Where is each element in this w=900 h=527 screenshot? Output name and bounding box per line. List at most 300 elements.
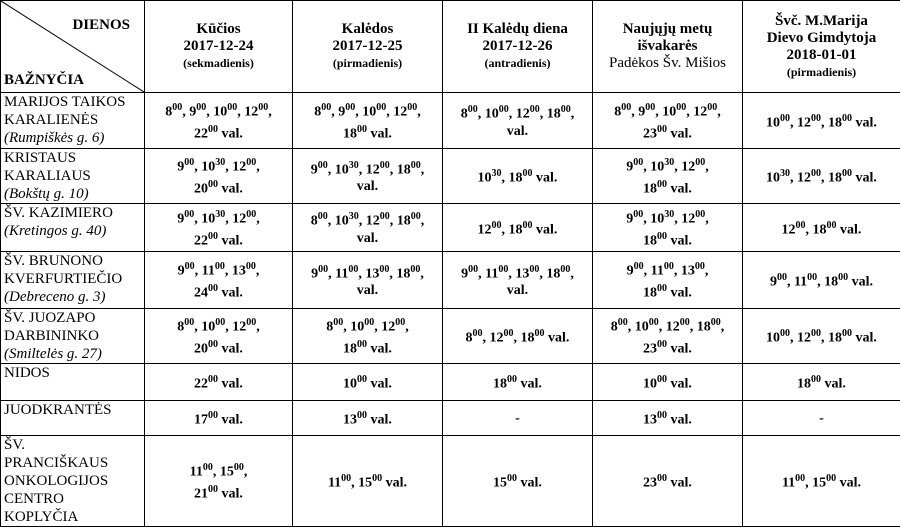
- mass-time-minutes: 00: [208, 124, 218, 135]
- val-suffix: val.: [507, 283, 528, 298]
- column-date: išvakarės: [638, 38, 698, 54]
- mass-time-hour: 10: [343, 377, 357, 392]
- mass-time-hour: 22: [194, 377, 208, 392]
- val-suffix: val.: [856, 115, 877, 130]
- mass-time-line: [148, 121, 289, 143]
- mass-time-minutes: 00: [618, 317, 628, 328]
- mass-time-minutes: 00: [357, 124, 367, 135]
- mass-time-minutes: 30: [492, 168, 502, 179]
- table-row: [1, 401, 900, 436]
- mass-time-minutes: 00: [227, 102, 237, 113]
- mass-time-hour: 8: [461, 107, 468, 122]
- mass-times-cell: [593, 309, 743, 364]
- mass-time-minutes: 00: [695, 261, 705, 272]
- mass-time-minutes: 00: [348, 264, 358, 275]
- no-mass-dash: -: [446, 410, 589, 427]
- column-header-svc-m-marija: [743, 1, 900, 93]
- mass-time-hour: 12: [693, 105, 707, 120]
- val-suffix: val.: [222, 413, 243, 428]
- mass-time-minutes: 00: [357, 410, 367, 421]
- mass-time-minutes: 00: [561, 104, 571, 115]
- mass-time-hour: 18: [396, 266, 410, 281]
- mass-times-cell: [145, 401, 293, 436]
- mass-times-cell: [443, 149, 593, 204]
- mass-time-hour: 18: [521, 331, 535, 346]
- mass-times-cell: [293, 401, 443, 436]
- mass-time-minutes: 00: [203, 462, 213, 473]
- mass-time-minutes: 00: [523, 220, 533, 231]
- mass-time-hour: 11: [190, 465, 203, 480]
- church-name: KARALIAUS: [4, 168, 91, 184]
- val-suffix: val.: [222, 182, 243, 197]
- mass-time-line: $11^{00}$, $15^{00}$ val.: [746, 470, 897, 492]
- mass-time-hour: 22: [194, 126, 208, 141]
- mass-time-minutes: 00: [468, 264, 478, 275]
- mass-time-hour: 12: [797, 171, 811, 186]
- mass-time-line: $11^{00}$, $15^{00}$,: [148, 459, 289, 481]
- mass-time-minutes: 00: [215, 261, 225, 272]
- mass-times-cell: [293, 93, 443, 149]
- column-date: 2017-12-24: [184, 38, 254, 54]
- mass-time-minutes: 00: [780, 328, 790, 339]
- mass-time-hour: 18: [697, 320, 711, 335]
- mass-time-line: [596, 407, 739, 429]
- val-suffix: val.: [507, 124, 528, 139]
- mass-time-hour: 9: [178, 264, 185, 279]
- mass-time-minutes: 00: [826, 473, 836, 484]
- mass-time-hour: 9: [626, 212, 633, 227]
- mass-time-hour: 18: [643, 182, 657, 197]
- mass-time-minutes: 00: [246, 209, 256, 220]
- mass-times-cell: [145, 436, 293, 527]
- mass-time-minutes: 00: [357, 374, 367, 385]
- church-name: PRANCIŠKAUS: [4, 455, 108, 471]
- mass-time-minutes: 00: [208, 374, 218, 385]
- church-name: ONKOLOGIJOS: [4, 473, 108, 489]
- mass-time-line: $9^{00}$, $10^{30}$, $12^{00}$,: [596, 154, 739, 176]
- mass-times-cell: [293, 204, 443, 252]
- mass-times-cell: [593, 364, 743, 401]
- mass-time-minutes: 00: [208, 410, 218, 421]
- mass-time-hour: 10: [485, 107, 499, 122]
- mass-time-hour: 9: [338, 105, 345, 120]
- column-header-nauju-metu-isvakares: [593, 1, 743, 93]
- table-row: [1, 364, 900, 401]
- mass-time-minutes: 30: [349, 160, 359, 171]
- mass-times-cell: [743, 309, 900, 364]
- mass-times-cell: [145, 309, 293, 364]
- mass-time-minutes: 00: [357, 339, 367, 350]
- val-suffix: val.: [222, 487, 243, 502]
- mass-time-hour: 10: [766, 171, 780, 186]
- mass-time-minutes: 00: [649, 317, 659, 328]
- church-name: MARIJOS TAIKOS: [4, 94, 125, 110]
- mass-time-hour: 20: [194, 342, 208, 357]
- mass-times-cell: [593, 204, 743, 252]
- mass-time-line: [296, 178, 439, 195]
- mass-time-minutes: 00: [529, 264, 539, 275]
- val-suffix: val.: [671, 342, 692, 357]
- mass-time-hour: 13: [643, 413, 657, 428]
- church-cell: [1, 401, 145, 436]
- days-label: DIENOS: [72, 17, 130, 34]
- church-name: ŠV. KAZIMIERO: [4, 205, 113, 221]
- mass-time-line: [596, 280, 739, 302]
- mass-time-hour: 21: [194, 487, 208, 502]
- mass-time-line: [446, 123, 589, 140]
- mass-time-hour: 12: [516, 107, 530, 122]
- mass-time-minutes: 00: [707, 102, 717, 113]
- mass-times-cell: [743, 204, 900, 252]
- mass-time-minutes: 00: [695, 209, 705, 220]
- mass-time-minutes: 30: [215, 209, 225, 220]
- mass-time-hour: 18: [824, 275, 838, 290]
- mass-time-hour: 8: [314, 105, 321, 120]
- mass-time-line: $9^{00}$, $11^{00}$, $13^{00}$, $18^{00}$,: [296, 261, 439, 283]
- column-date: 2018-01-01: [787, 47, 857, 63]
- mass-time-hour: 12: [681, 212, 695, 227]
- mass-time-minutes: 00: [711, 317, 721, 328]
- val-suffix: val.: [222, 286, 243, 301]
- mass-time-hour: 13: [343, 413, 357, 428]
- mass-time-line: $10^{00}$, $12^{00}$, $18^{00}$ val.: [746, 325, 897, 347]
- mass-time-minutes: 00: [676, 102, 686, 113]
- mass-time-minutes: 00: [499, 104, 509, 115]
- mass-times-cell: [443, 204, 593, 252]
- mass-time-minutes: 00: [196, 102, 206, 113]
- mass-time-hour: 10: [650, 160, 664, 175]
- mass-time-hour: 8: [311, 214, 318, 229]
- mass-time-minutes: 00: [645, 102, 655, 113]
- mass-time-hour: 13: [681, 264, 695, 279]
- mass-time-line: $9^{00}$, $10^{30}$, $12^{00}$,: [148, 154, 289, 176]
- mass-time-minutes: 00: [321, 102, 331, 113]
- mass-time-line: $8^{00}$, $10^{30}$, $12^{00}$, $18^{00}$,: [296, 208, 439, 230]
- mass-time-hour: 18: [797, 377, 811, 392]
- table-row: [1, 204, 900, 252]
- mass-time-hour: 15: [220, 465, 234, 480]
- mass-time-hour: 10: [201, 212, 215, 227]
- mass-time-line: [446, 371, 589, 393]
- val-suffix: val.: [357, 179, 378, 194]
- church-cell: [1, 204, 145, 252]
- mass-time-hour: 11: [328, 476, 341, 491]
- mass-time-minutes: 00: [246, 157, 256, 168]
- mass-time-hour: 11: [335, 266, 348, 281]
- column-title: Švč. M.Marija: [775, 13, 868, 29]
- val-suffix: val.: [548, 331, 569, 346]
- column-header-kucios: [145, 1, 293, 93]
- mass-time-minutes: 00: [507, 473, 517, 484]
- mass-time-hour: 18: [509, 222, 523, 237]
- mass-time-hour: 18: [547, 107, 561, 122]
- mass-time-line: $9^{00}$, $10^{30}$, $12^{00}$,: [596, 206, 739, 228]
- mass-time-minutes: 30: [215, 157, 225, 168]
- mass-time-minutes: 00: [560, 264, 570, 275]
- mass-time-hour: 8: [165, 105, 172, 120]
- mass-time-line: $8^{00}$, $10^{00}$, $12^{00}$, $18^{00}$,: [596, 314, 739, 336]
- mass-time-hour: 9: [177, 212, 184, 227]
- mass-time-hour: 10: [362, 105, 376, 120]
- val-suffix: val.: [671, 182, 692, 197]
- church-name: KRISTAUS: [4, 150, 76, 166]
- mass-time-line: $9^{00}$, $11^{00}$, $13^{00}$,: [596, 258, 739, 280]
- mass-times-cell: [593, 252, 743, 309]
- val-suffix: val.: [521, 476, 542, 491]
- mass-time-hour: 10: [478, 171, 492, 186]
- mass-time-hour: 11: [651, 264, 664, 279]
- mass-time-hour: 9: [189, 105, 196, 120]
- mass-time-hour: 12: [232, 320, 246, 335]
- mass-time-minutes: 00: [633, 157, 643, 168]
- mass-time-minutes: 00: [184, 317, 194, 328]
- church-address: (Rumpiškės g. 6): [4, 129, 141, 147]
- mass-time-minutes: 00: [318, 160, 328, 171]
- mass-time-minutes: 00: [208, 283, 218, 294]
- table-row: [1, 436, 900, 527]
- mass-time-minutes: 00: [657, 283, 667, 294]
- mass-times-cell: [293, 149, 443, 204]
- mass-time-minutes: 00: [811, 328, 821, 339]
- mass-time-minutes: 00: [395, 317, 405, 328]
- mass-time-hour: 18: [643, 233, 657, 248]
- mass-time-hour: 12: [244, 105, 258, 120]
- church-name: ŠV.: [4, 437, 25, 453]
- table-row: [1, 252, 900, 309]
- mass-time-hour: 18: [397, 214, 411, 229]
- val-suffix: val.: [852, 275, 873, 290]
- mass-times-cell: [145, 93, 293, 149]
- mass-time-minutes: 00: [379, 264, 389, 275]
- mass-time-hour: 10: [635, 320, 649, 335]
- mass-time-minutes: 30: [664, 209, 674, 220]
- val-suffix: val.: [840, 222, 861, 237]
- mass-time-minutes: 00: [318, 211, 328, 222]
- mass-time-hour: 9: [461, 266, 468, 281]
- mass-time-hour: 10: [213, 105, 227, 120]
- mass-time-line: $10^{00}$, $12^{00}$, $18^{00}$ val.: [746, 110, 897, 132]
- mass-time-line: $9^{00}$, $10^{30}$, $12^{00}$,: [148, 206, 289, 228]
- mass-time-minutes: 00: [318, 264, 328, 275]
- mass-time-line: $8^{00}$, $9^{00}$, $10^{00}$, $12^{00}$,: [296, 99, 439, 121]
- column-date: 2017-12-26: [483, 38, 553, 54]
- mass-time-hour: 23: [643, 126, 657, 141]
- mass-time-hour: 24: [194, 286, 208, 301]
- val-suffix: val.: [671, 126, 692, 141]
- mass-time-hour: 8: [177, 320, 184, 335]
- corner-cell: [1, 1, 145, 93]
- val-suffix: val.: [536, 171, 557, 186]
- val-suffix: val.: [222, 126, 243, 141]
- mass-time-hour: 11: [782, 476, 795, 491]
- column-weekday: (antradienis): [446, 55, 589, 72]
- mass-time-hour: 11: [794, 275, 807, 290]
- schedule-body: [1, 93, 900, 527]
- mass-time-line: $10^{30}$, $18^{00}$ val.: [446, 165, 589, 187]
- mass-times-cell: [293, 309, 443, 364]
- mass-time-line: $12^{00}$, $18^{00}$ val.: [746, 217, 897, 239]
- church-name: DARBININKO: [4, 328, 99, 344]
- mass-time-minutes: 00: [380, 160, 390, 171]
- mass-time-hour: 15: [812, 476, 826, 491]
- mass-time-line: [296, 121, 439, 143]
- val-suffix: val.: [671, 476, 692, 491]
- mass-time-minutes: 00: [842, 328, 852, 339]
- church-cell: [1, 252, 145, 309]
- church-label: BAŽNYČIA: [4, 72, 84, 89]
- val-suffix: val.: [521, 377, 542, 392]
- val-suffix: val.: [222, 233, 243, 248]
- mass-time-line: $12^{00}$, $18^{00}$ val.: [446, 217, 589, 239]
- val-suffix: val.: [536, 222, 557, 237]
- mass-time-hour: 8: [611, 320, 618, 335]
- mass-time-minutes: 00: [842, 168, 852, 179]
- mass-time-minutes: 00: [657, 339, 667, 350]
- val-suffix: val.: [671, 413, 692, 428]
- mass-time-hour: 23: [643, 342, 657, 357]
- table-row: [1, 309, 900, 364]
- mass-times-cell: [293, 436, 443, 527]
- mass-times-cell: [443, 252, 593, 309]
- mass-time-hour: 18: [813, 222, 827, 237]
- val-suffix: val.: [856, 331, 877, 346]
- mass-time-minutes: 00: [246, 317, 256, 328]
- mass-time-minutes: 00: [634, 261, 644, 272]
- val-suffix: val.: [671, 233, 692, 248]
- church-name: NIDOS: [4, 365, 50, 381]
- mass-times-cell: [743, 252, 900, 309]
- mass-time-line: [596, 371, 739, 393]
- mass-time-minutes: 00: [530, 104, 540, 115]
- mass-time-minutes: 00: [657, 179, 667, 190]
- mass-time-minutes: 00: [364, 317, 374, 328]
- mass-time-minutes: 00: [208, 231, 218, 242]
- mass-time-hour: 12: [232, 212, 246, 227]
- mass-time-hour: 22: [194, 233, 208, 248]
- mass-time-minutes: 00: [185, 261, 195, 272]
- mass-time-minutes: 00: [664, 261, 674, 272]
- mass-time-minutes: 00: [372, 473, 382, 484]
- church-name: KARALIENĖS: [4, 112, 98, 128]
- mass-time-minutes: 00: [246, 261, 256, 272]
- mass-time-hour: 15: [358, 476, 372, 491]
- mass-time-minutes: 00: [796, 220, 806, 231]
- mass-time-hour: 18: [343, 342, 357, 357]
- mass-time-hour: 18: [546, 266, 560, 281]
- mass-times-cell: [593, 93, 743, 149]
- mass-time-hour: 9: [770, 275, 777, 290]
- mass-time-hour: 10: [201, 160, 215, 175]
- mass-time-hour: 10: [662, 105, 676, 120]
- mass-time-hour: 8: [326, 320, 333, 335]
- mass-times-cell: [443, 309, 593, 364]
- church-cell: [1, 364, 145, 401]
- column-weekday: (pirmadienis): [746, 64, 897, 81]
- mass-time-hour: 9: [626, 160, 633, 175]
- mass-time-minutes: 00: [827, 220, 837, 231]
- mass-time-line: $8^{00}$, $9^{00}$, $10^{00}$, $12^{00}$,: [596, 99, 739, 121]
- mass-time-line: $10^{30}$, $12^{00}$, $18^{00}$ val.: [746, 165, 897, 187]
- mass-time-hour: 12: [681, 160, 695, 175]
- mass-time-hour: 15: [493, 476, 507, 491]
- column-weekday: (sekmadienis): [148, 55, 289, 72]
- mass-time-line: [148, 407, 289, 429]
- mass-time-hour: 12: [366, 214, 380, 229]
- mass-time-hour: 12: [782, 222, 796, 237]
- mass-time-minutes: 00: [468, 104, 478, 115]
- church-name: KVERFURTIEČIO: [4, 271, 122, 287]
- mass-time-hour: 23: [643, 476, 657, 491]
- mass-time-minutes: 00: [657, 231, 667, 242]
- church-cell: [1, 436, 145, 527]
- mass-time-hour: 12: [797, 115, 811, 130]
- mass-time-hour: 13: [515, 266, 529, 281]
- mass-time-line: $8^{00}$, $10^{00}$, $12^{00}$,: [148, 314, 289, 336]
- mass-time-hour: 18: [343, 126, 357, 141]
- church-name: ŠV. JUOZAPO: [4, 310, 95, 326]
- column-date: 2017-12-25: [333, 38, 403, 54]
- mass-time-hour: 18: [828, 331, 842, 346]
- mass-time-minutes: 00: [411, 160, 421, 171]
- mass-time-minutes: 00: [376, 102, 386, 113]
- mass-time-minutes: 00: [215, 317, 225, 328]
- mass-time-minutes: 30: [349, 211, 359, 222]
- mass-time-minutes: 00: [208, 179, 218, 190]
- mass-times-cell: [743, 149, 900, 204]
- mass-time-minutes: 00: [811, 374, 821, 385]
- church-address: (Bokštų g. 10): [4, 185, 141, 203]
- mass-time-line: [148, 228, 289, 250]
- mass-time-minutes: 00: [811, 168, 821, 179]
- mass-time-minutes: 00: [633, 209, 643, 220]
- val-suffix: val.: [222, 342, 243, 357]
- mass-time-minutes: 00: [258, 102, 268, 113]
- mass-times-cell: [443, 401, 593, 436]
- mass-times-cell: [443, 436, 593, 527]
- mass-time-line: [296, 336, 439, 358]
- mass-time-hour: 10: [766, 115, 780, 130]
- mass-times-cell: [145, 364, 293, 401]
- mass-time-hour: 12: [490, 331, 504, 346]
- mass-time-minutes: 00: [234, 462, 244, 473]
- mass-time-line: [296, 230, 439, 247]
- mass-time-hour: 10: [766, 331, 780, 346]
- mass-time-minutes: 00: [407, 102, 417, 113]
- mass-times-cell: [743, 364, 900, 401]
- mass-time-line: $9^{00}$, $11^{00}$, $13^{00}$,: [148, 258, 289, 280]
- mass-time-hour: 13: [365, 266, 379, 281]
- column-header-ii-kaledu-diena: [443, 1, 593, 93]
- val-suffix: val.: [856, 171, 877, 186]
- mass-time-hour: 18: [828, 171, 842, 186]
- mass-time-minutes: 00: [842, 113, 852, 124]
- mass-time-hour: 12: [366, 162, 380, 177]
- mass-times-cell: [593, 436, 743, 527]
- mass-time-minutes: 00: [208, 339, 218, 350]
- mass-time-line: [596, 336, 739, 358]
- mass-time-line: [296, 371, 439, 393]
- mass-time-line: [148, 176, 289, 198]
- mass-time-minutes: 30: [664, 157, 674, 168]
- mass-time-line: $9^{00}$, $11^{00}$, $13^{00}$, $18^{00}$,: [446, 261, 589, 283]
- mass-times-cell: [443, 364, 593, 401]
- mass-time-line: [596, 176, 739, 198]
- church-address: (Smiltelės g. 27): [4, 345, 141, 363]
- val-suffix: val.: [671, 377, 692, 392]
- mass-time-minutes: 00: [680, 317, 690, 328]
- mass-times-cell: [593, 401, 743, 436]
- no-mass-dash: -: [746, 410, 897, 427]
